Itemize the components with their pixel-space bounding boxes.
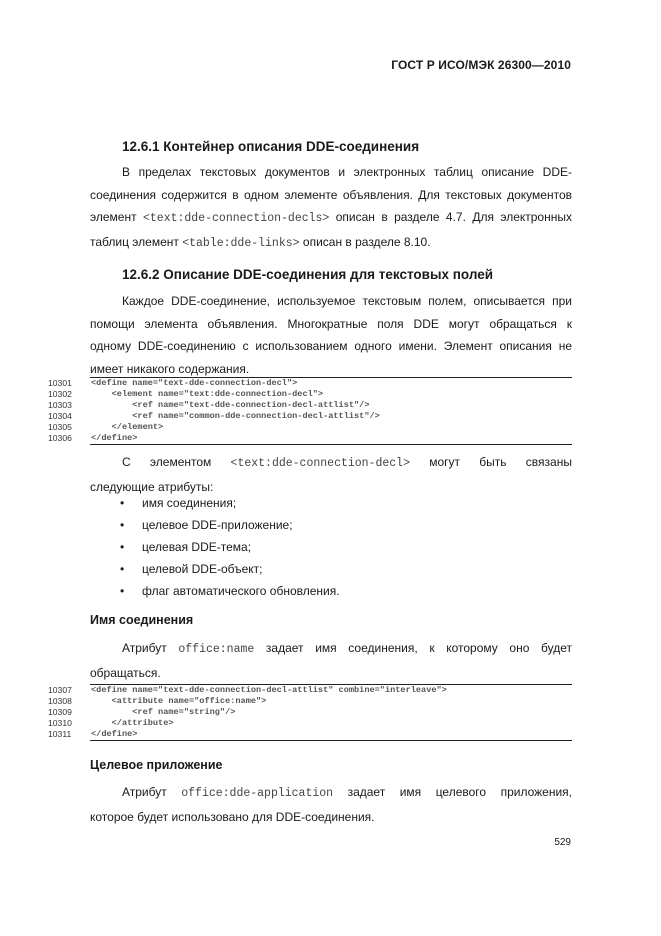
bullet-marker: • <box>120 562 125 576</box>
code-text: </element> <box>91 422 164 432</box>
line-number: 10305 <box>48 422 72 432</box>
section-12-6-1-paragraph <box>90 161 572 256</box>
list-item-text: целевой DDE-объект; <box>142 562 263 576</box>
code-text: <ref name="text-dde-connection-decl-attlist"/> <box>91 400 370 410</box>
target-application-paragraph <box>90 781 572 828</box>
inline-code: office:dde-application <box>181 787 334 800</box>
standard-header: ГОСТ Р ИСО/МЭК 26300—2010 <box>391 58 571 72</box>
paragraph-line: которое будет использовано для DDE-соединения. <box>90 809 375 824</box>
code-block-1 <box>48 377 572 445</box>
code-text: </define> <box>91 433 138 443</box>
word: имя <box>315 641 337 655</box>
code-block-2 <box>48 684 572 741</box>
section-title-12-6-2: 12.6.2 Описание DDE-соединения для текстовых полей <box>122 267 494 282</box>
paragraph-line <box>90 231 572 256</box>
code-text: <define name="text-dde-connection-decl-attlist" combine="interleave"> <box>91 685 447 695</box>
word: Атрибут <box>122 785 167 799</box>
inline-code: <text:dde-connection-decl> <box>230 457 410 470</box>
code-rule-bottom <box>90 444 572 445</box>
code-text: <element name="text:dde-connection-decl"> <box>91 389 324 399</box>
word: таблиц элемент <box>90 235 179 250</box>
paragraph-line <box>90 206 572 231</box>
list-item-text: имя соединения; <box>142 496 237 510</box>
word: описан в разделе 8.10. <box>302 235 431 250</box>
word: С <box>122 455 131 469</box>
line-number: 10302 <box>48 389 72 399</box>
word: описан в разделе 4.7. Для электронных <box>335 210 572 225</box>
word: связаны <box>525 455 572 469</box>
word: могут <box>429 455 461 469</box>
code-text: </attribute> <box>91 718 174 728</box>
code-text: <define name="text-dde-connection-decl"> <box>91 378 298 388</box>
bullet-marker: • <box>120 540 125 554</box>
paragraph-line: обращаться. <box>90 665 161 680</box>
connection-name-paragraph <box>90 637 572 684</box>
list-item <box>120 496 236 510</box>
paragraph-line: имеет никакого содержания. <box>90 362 250 377</box>
bullet-marker: • <box>120 518 125 532</box>
line-number: 10310 <box>48 718 72 728</box>
line-number: 10304 <box>48 411 72 421</box>
word: задает <box>265 641 304 655</box>
paragraph-line: помощи элемента объявления. Многократные поля DDE могут обращаться к <box>90 316 572 331</box>
list-item-text: целевое DDE-приложение; <box>142 518 293 532</box>
paragraph-line: В пределах текстовых документов и электронных таблиц описание DDE- <box>122 165 572 179</box>
word: элементом <box>149 455 212 469</box>
line-number: 10311 <box>48 729 72 739</box>
code-text: <ref name="common-dde-connection-decl-attlist"/> <box>91 411 380 421</box>
line-number: 10307 <box>48 685 72 695</box>
line-number: 10301 <box>48 378 72 388</box>
paragraph-line: следующие атрибуты: <box>90 479 214 494</box>
word: целевого <box>435 785 487 799</box>
word: будет <box>541 641 573 655</box>
bullet-marker: • <box>120 496 125 510</box>
section-12-6-2-paragraph <box>90 290 572 381</box>
inline-code: <table:dde-links> <box>182 237 300 251</box>
section-title-12-6-1: 12.6.1 Контейнер описания DDE-соединения <box>122 139 420 154</box>
word: задает <box>347 785 386 799</box>
page-number: 529 <box>554 837 571 848</box>
word: соединения, <box>348 641 418 655</box>
list-item <box>120 562 263 576</box>
subsection-title-connection-name: Имя соединения <box>90 613 194 627</box>
list-item <box>120 518 293 532</box>
word: к <box>429 641 435 655</box>
code-text: </define> <box>91 729 138 739</box>
word: которому <box>446 641 498 655</box>
bullet-marker: • <box>120 584 125 598</box>
paragraph-line: соединения содержится в одном элементе объявления. Для текстовых документов <box>90 187 572 202</box>
paragraph-line <box>90 451 572 476</box>
paragraph-line: Каждое DDE-соединение, используемое текстовым полем, описывается при <box>122 294 572 308</box>
list-item-text: целевая DDE-тема; <box>142 540 252 554</box>
code-rule-bottom <box>90 740 572 741</box>
word: Атрибут <box>122 641 167 655</box>
word: быть <box>479 455 507 469</box>
paragraph-line <box>90 781 572 806</box>
attributes-paragraph <box>90 451 572 498</box>
line-number: 10309 <box>48 707 72 717</box>
code-text: <attribute name="office:name"> <box>91 696 267 706</box>
line-number: 10303 <box>48 400 72 410</box>
list-item <box>120 584 340 598</box>
line-number: 10308 <box>48 696 72 706</box>
word: оно <box>509 641 530 655</box>
word: элемент <box>90 210 137 225</box>
paragraph-line <box>90 637 572 662</box>
line-number: 10306 <box>48 433 72 443</box>
paragraph-line: одному DDE-соединению с использованием одного имени. Элемент описания не <box>90 339 572 354</box>
code-text: <ref name="string"/> <box>91 707 236 717</box>
word: приложения, <box>500 785 573 799</box>
list-item <box>120 540 251 554</box>
subsection-title-target-application: Целевое приложение <box>90 758 223 772</box>
word: имя <box>399 785 422 799</box>
inline-code: <text:dde-connection-decls> <box>143 212 330 226</box>
list-item-text: флаг автоматического обновления. <box>142 584 340 598</box>
inline-code: office:name <box>178 643 255 656</box>
